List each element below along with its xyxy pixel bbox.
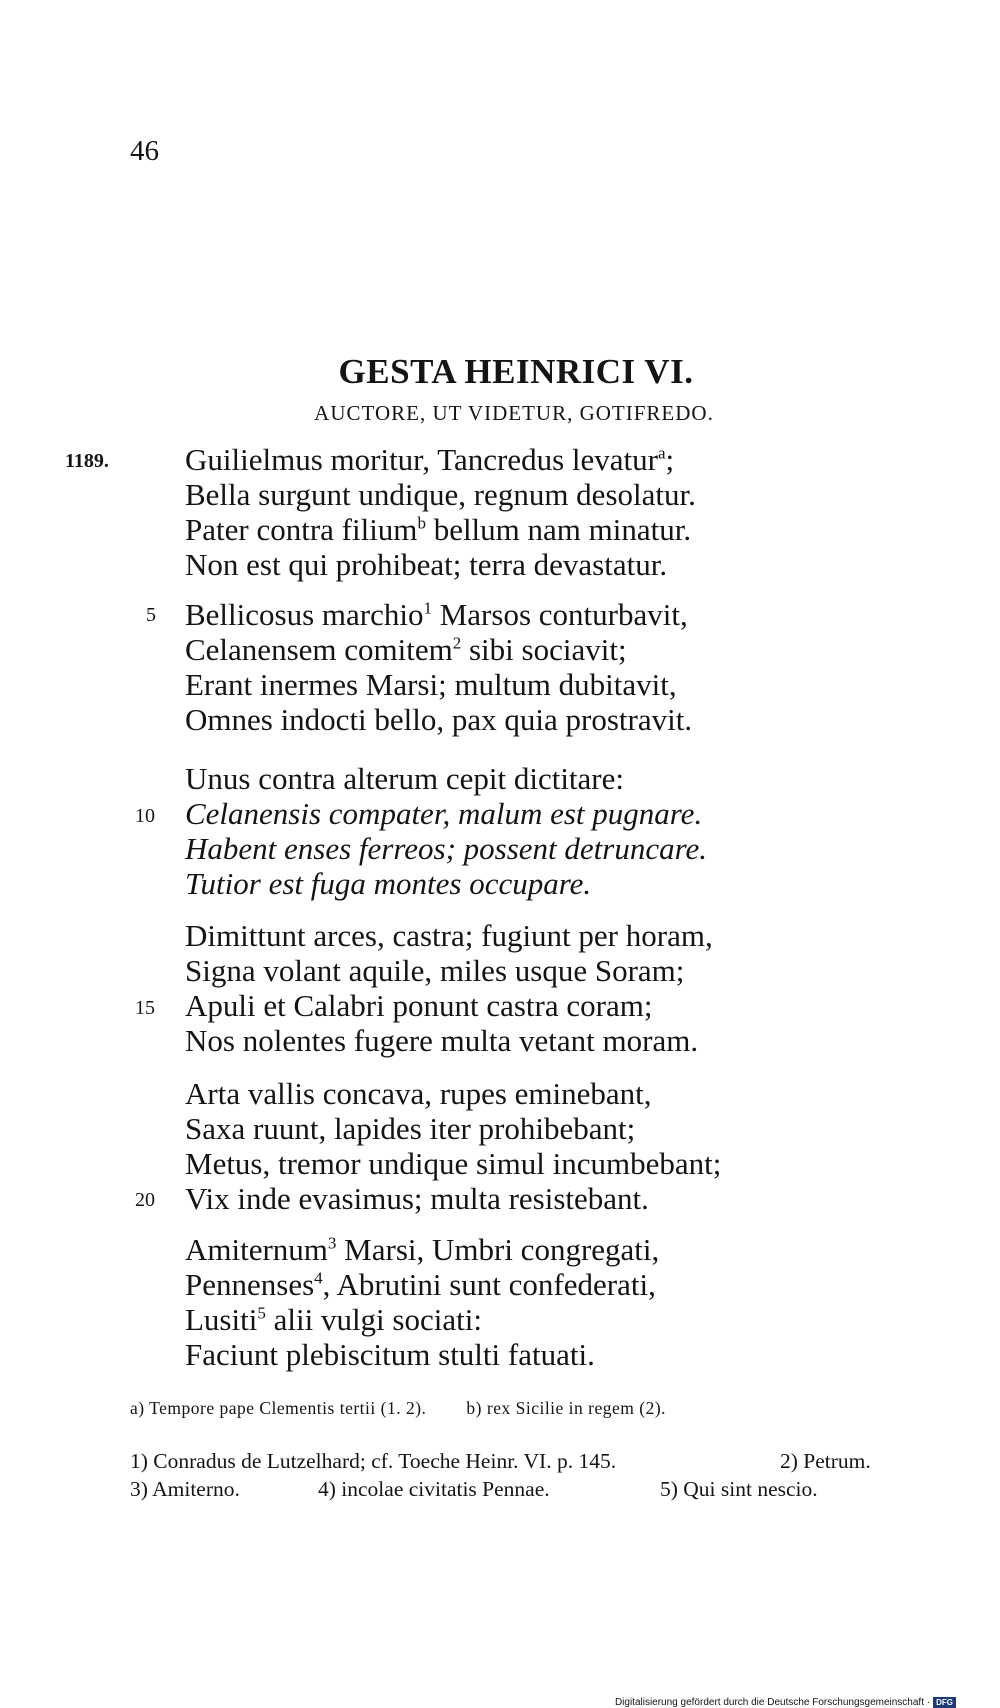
verse-line: Tutior est fuga montes occupare. xyxy=(185,866,592,901)
line-number-20: 20 xyxy=(135,1189,155,1211)
verse-line: Pennenses$^4$, Abrutini sunt confederati, xyxy=(185,1267,656,1302)
verse-line: Celanensem comitem$^2$ sibi sociavit; xyxy=(185,632,627,667)
footnote-marker: a xyxy=(657,443,666,463)
verse-line: Pater contra filium$^b$ bellum nam minatur. xyxy=(185,512,692,547)
verse-line: Guilielmus moritur, Tancredus levatur$^a$; xyxy=(185,442,675,477)
line-number-15: 15 xyxy=(135,997,155,1019)
footnote-marker: 5 xyxy=(257,1303,266,1323)
verse-line: Metus, tremor undique simul incumbebant; xyxy=(185,1146,722,1181)
work-title: GESTA HEINRICI VI. xyxy=(338,352,694,391)
critical-note-b: b) rex Sicilie in regem (2). xyxy=(466,1398,667,1418)
verse-line: Bella surgunt undique, regnum desolatur. xyxy=(185,477,696,512)
verse-line: Amiternum$^3$ Marsi, Umbri congregati, xyxy=(185,1232,660,1267)
critical-note-a: a) Tempore pape Clementis tertii (1. 2). xyxy=(130,1398,427,1418)
stanza-1 xyxy=(185,442,696,582)
verse-line: Faciunt plebiscitum stulti fatuati. xyxy=(185,1337,595,1372)
verse-line: Nos nolentes fugere multa vetant moram. xyxy=(185,1023,699,1058)
note-1: 1) Conradus de Lutzelhard; cf. Toeche Heinr. VI. p. 145. xyxy=(130,1449,617,1473)
verse-line: Apuli et Calabri ponunt castra coram; xyxy=(185,988,653,1023)
note-4: 4) incolae civitatis Pennae. xyxy=(318,1477,550,1501)
historical-notes xyxy=(130,1447,871,1503)
verse-line: Lusiti$^5$ alii vulgi sociati: xyxy=(185,1302,482,1337)
stanza-6 xyxy=(185,1232,659,1372)
verse-line: Vix inde evasimus; multa resistebant. xyxy=(185,1181,649,1216)
verse-line: Arta vallis concava, rupes eminebant, xyxy=(185,1076,652,1111)
footnote-marker: 4 xyxy=(314,1268,323,1288)
verse-line: Non est qui prohibeat; terra devastatur. xyxy=(185,547,668,582)
footnote-marker: 1 xyxy=(423,598,432,618)
note-3: 3) Amiterno. xyxy=(130,1477,240,1501)
verse-line: Celanensis compater, malum est pugnare. xyxy=(185,796,703,831)
line-number-5: 5 xyxy=(146,604,156,626)
work-subtitle: AUCTORE, UT VIDETUR, GOTIFREDO. xyxy=(314,401,714,425)
verse-line: Habent enses ferreos; possent detruncare. xyxy=(185,831,708,866)
note-row xyxy=(130,1447,871,1475)
stanza-2 xyxy=(185,597,692,737)
line-number-10: 10 xyxy=(135,805,155,827)
footnote-marker: 3 xyxy=(327,1233,337,1253)
verse-line: Bellicosus marchio$^1$ Marsos conturbavit, xyxy=(185,597,688,632)
critical-apparatus xyxy=(130,1398,666,1419)
verse-line: Saxa ruunt, lapides iter prohibebant; xyxy=(185,1111,636,1146)
stanza-5 xyxy=(185,1076,721,1216)
year-margin-note: 1189. xyxy=(65,450,109,472)
footnote-marker: 2 xyxy=(452,633,462,653)
page-number: 46 xyxy=(130,135,159,167)
stanza-3 xyxy=(185,761,707,901)
digitization-credit xyxy=(615,1697,956,1708)
verse-line: Unus contra alterum cepit dictitare: xyxy=(185,761,624,796)
digitization-text: Digitalisierung gefördert durch die Deutsche Forschungsgemeinschaft · xyxy=(614,1697,931,1708)
verse-line: Omnes indocti bello, pax quia prostravit. xyxy=(185,702,693,737)
note-5: 5) Qui sint nescio. xyxy=(660,1477,818,1501)
note-2: 2) Petrum. xyxy=(780,1449,871,1473)
note-row xyxy=(130,1475,818,1503)
dfg-logo: DFG xyxy=(933,1697,956,1708)
footnote-marker: b xyxy=(417,513,426,533)
stanza-4 xyxy=(185,918,713,1058)
verse-line: Signa volant aquile, miles usque Soram; xyxy=(185,953,685,988)
verse-line: Dimittunt arces, castra; fugiunt per horam, xyxy=(185,918,713,953)
verse-line: Erant inermes Marsi; multum dubitavit, xyxy=(185,667,677,702)
